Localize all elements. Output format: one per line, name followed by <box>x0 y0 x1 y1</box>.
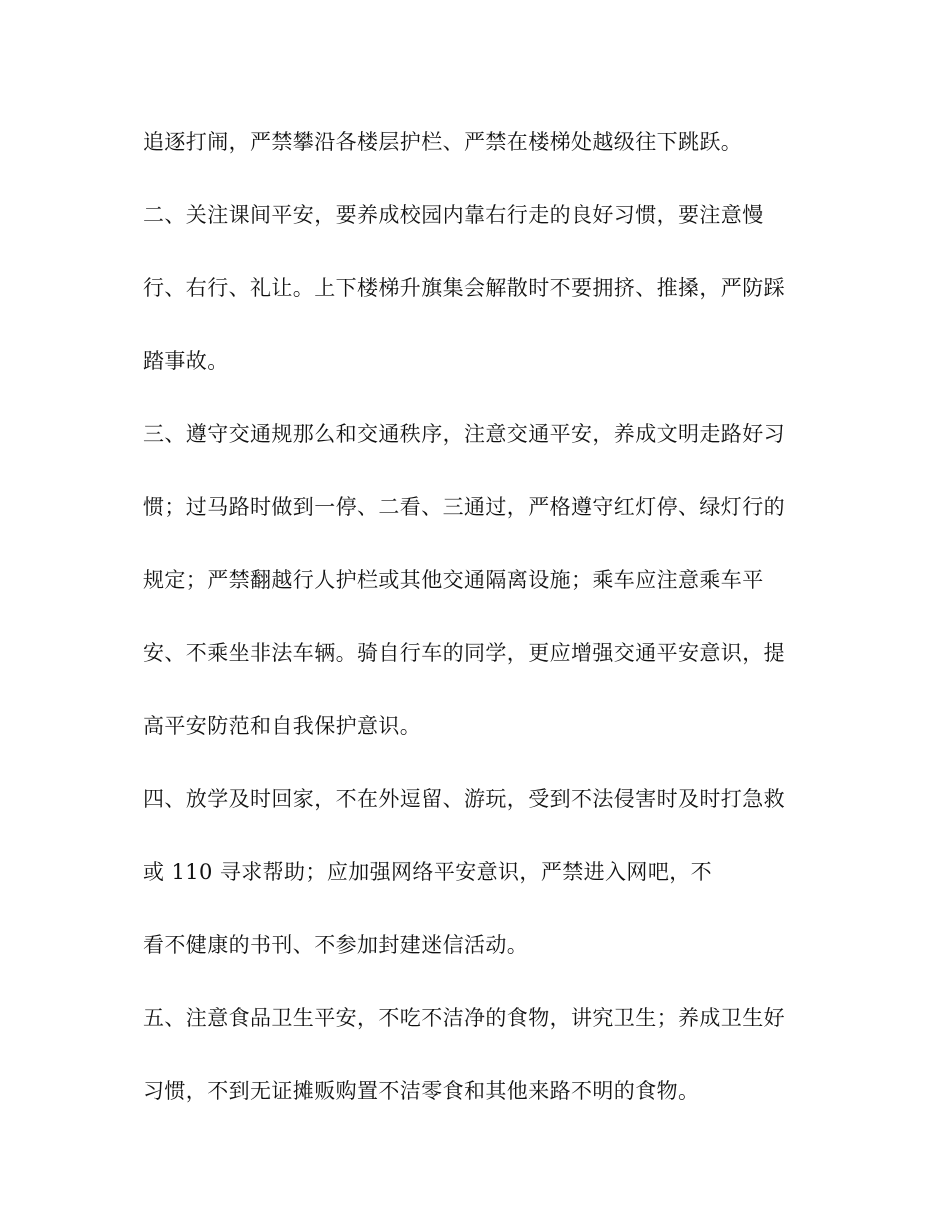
text-line: 踏事故。 <box>143 349 229 373</box>
text-line: 二、关注课间平安，要养成校园内靠右行走的良好习惯，要注意慢 <box>143 203 764 227</box>
text-line: 看不健康的书刊、不参加封建迷信活动。 <box>143 933 529 957</box>
text-line: 行、右行、礼让。上下楼梯升旗集会解散时不要拥挤、推搡，严防踩 <box>143 276 785 300</box>
text-line: 追逐打闹，严禁攀沿各楼层护栏、严禁在楼梯处越级往下跳跃。 <box>143 130 743 154</box>
text-line: 或 110 寻求帮助；应加强网络平安意识，严禁进入网吧，不 <box>143 860 713 884</box>
text-line: 四、放学及时回家，不在外逗留、游玩，受到不法侵害时及时打急救 <box>143 787 785 811</box>
text-line: 规定；严禁翻越行人护栏或其他交通隔离设施；乘车应注意乘车平 <box>143 568 764 592</box>
text-line: 习惯，不到无证摊贩购置不洁零食和其他来路不明的食物。 <box>143 1079 700 1103</box>
text-line: 惯；过马路时做到一停、二看、三通过，严格遵守红灯停、绿灯行的 <box>143 495 785 519</box>
text-line: 三、遵守交通规那么和交通秩序，注意交通平安，养成文明走路好习 <box>143 422 785 446</box>
text-line: 安、不乘坐非法车辆。骑自行车的同学，更应增强交通平安意识，提 <box>143 641 785 665</box>
text-line: 五、注意食品卫生平安，不吃不洁净的食物，讲究卫生；养成卫生好 <box>143 1006 785 1030</box>
text-line: 高平安防范和自我保护意识。 <box>143 714 422 738</box>
